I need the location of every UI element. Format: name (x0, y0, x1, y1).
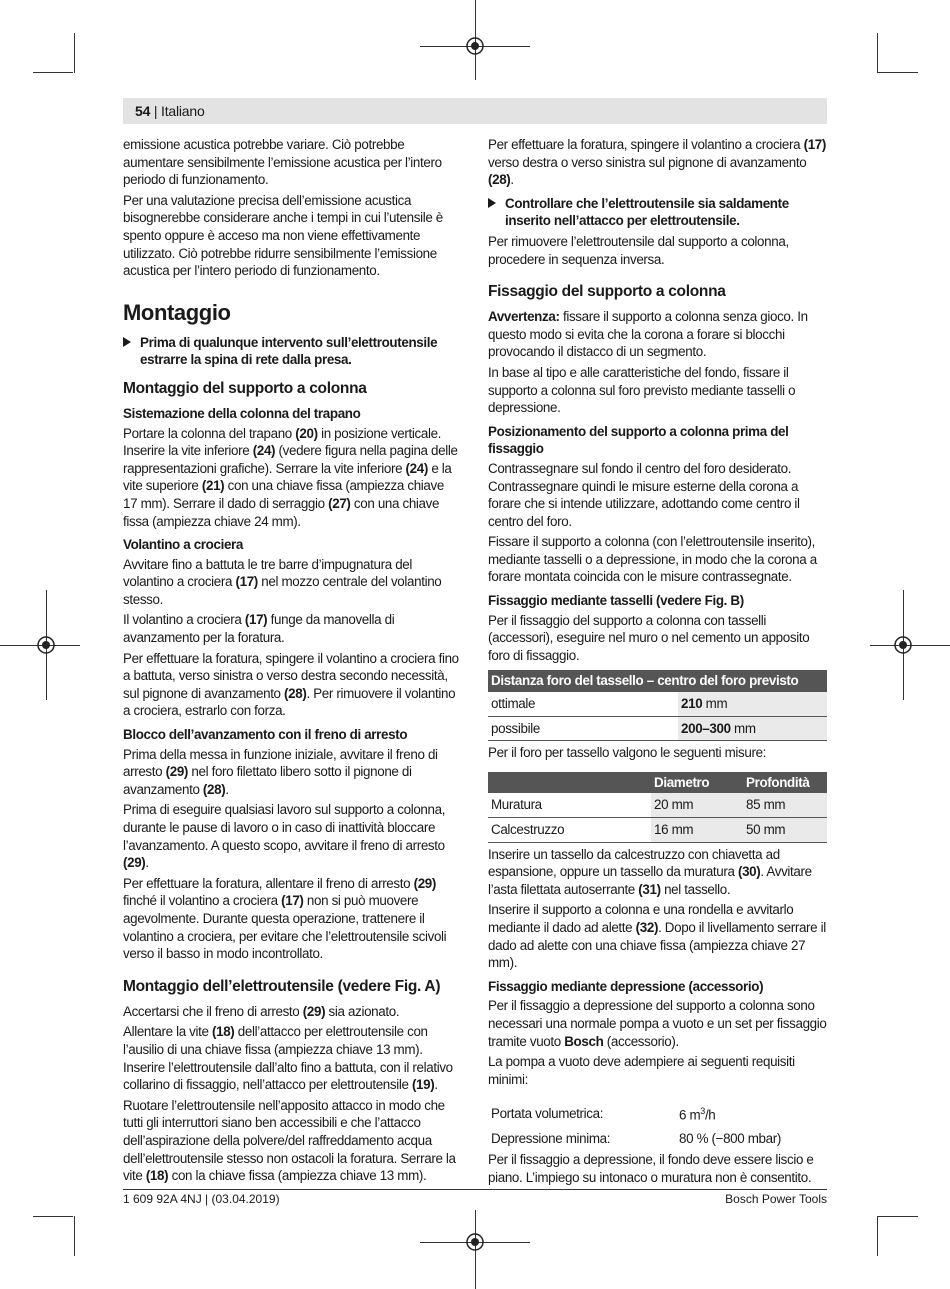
paragraph: Per una valutazione precisa dell’emissione acustica bisognerebbe considerare anche i tempi in cui l’utensile è spento oppure è acceso ma non viene effettivamente utilizzato. Ciò potrebbe ridurre sensibilmente l’emissione acustica per l’intero periodo di funzionamento. (123, 192, 443, 279)
registration-mark-icon (35, 634, 57, 656)
registration-mark-icon (464, 35, 486, 57)
paragraph: Per il foro per tassello valgono le seguenti misure: (488, 745, 767, 761)
text-segment: nel mozzo centrale del volantino stesso. (123, 574, 442, 607)
warning-text: Controllare che l’elettroutensile sia saldamente inserito nell’attacco per elettroutensile. (505, 195, 789, 229)
text-segment: Inserire un tassello da calcestruzzo con chiavetta ad espansione, oppure un tassello da muratura (488, 846, 780, 880)
paragraph (123, 425, 460, 531)
table-cell: 20 mm (651, 793, 743, 817)
table-row (488, 1127, 827, 1151)
crop-mark (877, 33, 878, 73)
reference-number: (29) (413, 875, 437, 891)
warning-note (123, 334, 460, 369)
text-segment: in posizione verticale. Inserire la vite inferiore (123, 425, 442, 459)
text-segment: . Per rimuovere il volantino a crociera, estrarlo con forza. (123, 685, 456, 719)
reference-number: (29) (123, 855, 146, 871)
paragraph: Per il fissaggio a depressione, il fondo deve essere liscio e piano. L’impiego su intonaco o muratura non è consentito. (488, 1151, 814, 1185)
value-text: /h (704, 1107, 716, 1123)
reference-number: (29) (302, 1003, 326, 1019)
value-text: 6 m (679, 1107, 701, 1123)
text-segment: Inserire il supporto a colonna e una rondella e avvitarlo mediante il dado ad alette (488, 902, 794, 935)
paragraph (488, 308, 827, 361)
text-segment: con una chiave fissa (ampiezza chiave 17 mm). Serrare il dado di serraggio (123, 478, 444, 511)
reference-number: (28) (284, 685, 307, 701)
text-segment: Accertarsi che il freno di arresto (123, 1003, 303, 1019)
paragraph (488, 901, 827, 971)
table-header-cell: Diametro (651, 772, 743, 794)
reference-number: (21) (201, 478, 225, 494)
reference-number: (17) (803, 137, 827, 152)
heading: Sistemazione della colonna del trapano (123, 405, 361, 421)
warning-text: Prima di qualunque intervento sull’elettroutensile estrarre la spina di rete dalla presa. (140, 334, 438, 368)
distance-table (488, 670, 827, 741)
text-segment: Avvitare fino a battuta le tre barre d’impugnatura del volantino a crociera (123, 556, 413, 590)
paragraph (488, 846, 827, 899)
table-header-row (488, 670, 827, 692)
reference-number: (18) (211, 1024, 235, 1040)
reference-number: (19) (411, 1077, 435, 1093)
paragraph (123, 1097, 460, 1185)
avvertenza-text: fissare il supporto a colonna senza gioco. In questo modo si evita che la corona a forare si blocchi provocando il distacco di un segmento. (488, 309, 808, 360)
cell-unit: mm (702, 696, 728, 712)
text-segment: con una chiave fissa (ampiezza chiave 24 mm). (123, 495, 440, 529)
text-segment: finché il volantino a crociera (123, 893, 282, 909)
text-segment: con la chiave fissa (ampiezza chiave 13 mm). (168, 1168, 427, 1184)
table-row (488, 716, 827, 741)
text-segment: . Dopo il livellamento serrare il dado ad alette con una chiave fissa (ampiezza chiave 27 mm). (488, 919, 826, 971)
text-segment: e la vite superiore (123, 460, 452, 494)
paragraph (488, 136, 827, 189)
cell-unit: mm (730, 720, 756, 736)
crop-mark (74, 1216, 75, 1256)
text-segment: (accessorio). (603, 1033, 679, 1049)
reference-number: (28) (202, 781, 226, 797)
reference-number: (27) (328, 495, 351, 511)
table-cell: 80 % (−800 mbar) (679, 1131, 781, 1147)
paragraph (123, 801, 460, 871)
text-segment: Per il fissaggio a depressione del supporto a colonna sono necessari una normale pompa a vuoto e un set per fissaggio tramite vuoto (488, 998, 827, 1049)
table-row (488, 818, 827, 843)
crop-mark (74, 33, 75, 73)
reference-number: (17) (235, 574, 258, 590)
section-title-montaggio: Montaggio (123, 299, 231, 325)
table-cell: 16 mm (651, 818, 743, 843)
header-text (135, 103, 205, 119)
table-cell (678, 692, 827, 716)
paragraph: Per rimuovere l’elettroutensile dal supporto a colonna, procedere in sequenza inversa. (488, 233, 789, 267)
triangle-bullet-icon (123, 337, 131, 347)
left-column (123, 136, 460, 1188)
heading: Fissaggio mediante depressione (accessorio) (488, 978, 764, 994)
right-column (488, 136, 827, 1189)
dowel-table (488, 772, 827, 843)
text-segment: Portare la colonna del trapano (123, 425, 296, 441)
reference-number: (31) (638, 881, 661, 897)
text-segment: nel tassello. (660, 881, 731, 897)
table-row (488, 692, 827, 716)
paragraph: Contrassegnare sul fondo il centro del foro desiderato. Contrassegnare quindi le misure esterne della corona a forare che si intende utilizzare, adottando come centro il centro del foro. (488, 460, 800, 529)
table-cell: 85 mm (743, 793, 827, 817)
reference-number: (24) (252, 443, 276, 459)
value-superscript: 3 (700, 1106, 705, 1117)
table-cell: possibile (488, 716, 678, 741)
paragraph: In base al tipo e alle caratteristiche del fondo, fissare il supporto a colonna sul foro previsto mediante tasselli o depressione. (488, 364, 796, 416)
text-segment: Il volantino a crociera (123, 612, 245, 628)
paragraph: Fissare il supporto a colonna (con l’elettroutensile inserito), mediante tasselli o a depressione, in modo che la corona a forare montata coincida con le misure contrassegnate. (488, 534, 817, 585)
crop-mark (878, 72, 918, 73)
reference-number: (20) (295, 425, 318, 441)
warning-note (488, 195, 827, 230)
text-segment: . (434, 1077, 438, 1093)
paragraph (123, 650, 460, 720)
table-header-cell: Profondità (743, 772, 827, 794)
reference-number: (28) (488, 172, 511, 188)
avvertenza-label: Avvertenza: (488, 309, 560, 325)
table-cell: 50 mm (743, 818, 827, 843)
reference-number: (18) (145, 1168, 169, 1184)
heading: Volantino a crociera (123, 537, 244, 553)
paragraph (123, 1003, 460, 1021)
table-cell: Depressione minima: (491, 1131, 611, 1147)
footer-divider (123, 1189, 827, 1190)
text-segment: . Avvitare l’asta filettata autoserrante (488, 864, 812, 897)
text-segment: Allentare la vite (123, 1024, 212, 1040)
heading: Fissaggio mediante tasselli (vedere Fig. B) (488, 593, 744, 609)
cell-value: 200–300 (681, 720, 731, 736)
paragraph: Per il fissaggio del supporto a colonna con tasselli (accessori), eseguire nel muro o nel cemento un apposito foro di fissaggio. (488, 612, 810, 663)
text-segment: Prima di eseguire qualsiasi lavoro sul supporto a colonna, durante le pause di lavoro o in caso di inattività bloccare l’avanzamento. A questo scopo, avvitare il freno di arresto (123, 802, 446, 853)
table-cell (676, 1100, 827, 1127)
subsection-title: Fissaggio del supporto a colonna (488, 283, 726, 301)
reference-number: (17) (244, 612, 268, 628)
reference-number: (29) (165, 764, 189, 780)
table-row (488, 1100, 827, 1127)
crop-mark (33, 1216, 73, 1217)
text-segment: nel foro filettato libero sotto il pignone di avanzamento (123, 764, 412, 797)
reference-number: (17) (281, 893, 304, 909)
footer-brand: Bosch Power Tools (725, 1192, 827, 1206)
text-segment: sia azionato. (325, 1003, 400, 1019)
crop-mark (877, 1216, 878, 1256)
table-header-row (488, 772, 827, 794)
paragraph (123, 746, 460, 799)
text-segment: Per effettuare la foratura, allentare il freno di arresto (123, 875, 414, 891)
crop-mark (878, 1216, 918, 1217)
reference-number: Bosch (564, 1033, 604, 1049)
page-number: 54 (135, 103, 151, 119)
text-segment: dell’attacco per elettroutensile con l’ausilio di una chiave fissa (ampiezza chiave 13 mm). Inserire l’elettroutensile dall’alto fino a battuta, con il relativo collarino di fissaggio, nell’attacco per elettroutensile (123, 1024, 453, 1093)
cell-value: 210 (681, 696, 703, 712)
registration-mark-icon (892, 634, 914, 656)
text-segment: (vedere figura nella pagina delle rappresentazioni grafiche). Serrare la vite inferiore (123, 443, 458, 476)
table-header-cell: Distanza foro del tassello – centro del foro previsto (488, 670, 827, 692)
header-separator: | (150, 103, 162, 119)
paragraph (488, 997, 827, 1050)
heading: Posizionamento del supporto a colonna prima del fissaggio (488, 423, 789, 457)
subsection-title: Montaggio del supporto a colonna (123, 379, 367, 397)
page-header (123, 98, 827, 124)
table-cell (678, 716, 827, 741)
reference-number: (24) (405, 460, 428, 476)
table-cell: ottimale (488, 692, 678, 716)
text-segment: . (510, 172, 514, 188)
paragraph (123, 611, 460, 646)
text-segment: funge da manovella di avanzamento per la foratura. (123, 612, 395, 646)
text-segment: non si può muovere agevolmente. Durante questa operazione, trattenere il volantino a crociera, per evitare che l’elettroutensile scivoli verso il basso in modo incontrollato. (123, 893, 447, 962)
table-cell: Calcestruzzo (488, 818, 651, 843)
text-segment: Ruotare l’elettroutensile nell’apposito attacco in modo che tutti gli interruttori siano ben accessibili e che l’attacco dell’aspirazione della polvere/del raffreddamento acqua dell’elettroutensile stesso non ostacoli la foratura. Serrare la vite (123, 1097, 456, 1184)
paragraph (123, 1023, 460, 1093)
table-cell: Muratura (488, 793, 651, 817)
text-segment: . (145, 855, 149, 871)
paragraph: emissione acustica potrebbe variare. Ciò potrebbe aumentare sensibilmente l’emissione acustica per l’intero periodo di funzionamento. (123, 137, 442, 188)
text-segment: Per effettuare la foratura, spingere il volantino a crociera fino a battuta, verso sinistra o verso destra secondo necessità, sul pignone di avanzamento (123, 650, 459, 701)
crop-mark (33, 72, 73, 73)
requirements-table (488, 1100, 827, 1151)
reference-number: (32) (635, 919, 659, 935)
reference-number: (30) (737, 864, 761, 880)
header-language: Italiano (161, 103, 205, 119)
table-cell: Portata volumetrica: (491, 1106, 604, 1122)
triangle-bullet-icon (488, 198, 496, 208)
table-row (488, 793, 827, 817)
registration-mark-icon (464, 1231, 486, 1253)
footer-doc-id: 1 609 92A 4NJ | (03.04.2019) (123, 1192, 280, 1206)
paragraph: La pompa a vuoto deve adempiere ai seguenti requisiti minimi: (488, 1054, 795, 1087)
table-header-cell (488, 772, 651, 794)
text-segment: . (225, 781, 229, 797)
text-segment: Per effettuare la foratura, spingere il volantino a crociera (488, 137, 804, 152)
subsection-title: Montaggio dell’elettroutensile (vedere Fig. A) (123, 977, 441, 995)
paragraph (123, 556, 460, 609)
text-segment: Prima della messa in funzione iniziale, avvitare il freno di arresto (123, 746, 438, 780)
text-segment: verso destra o verso sinistra sul pignone di avanzamento (488, 154, 807, 170)
heading: Blocco dell’avanzamento con il freno di arresto (123, 727, 408, 743)
paragraph (123, 875, 460, 963)
